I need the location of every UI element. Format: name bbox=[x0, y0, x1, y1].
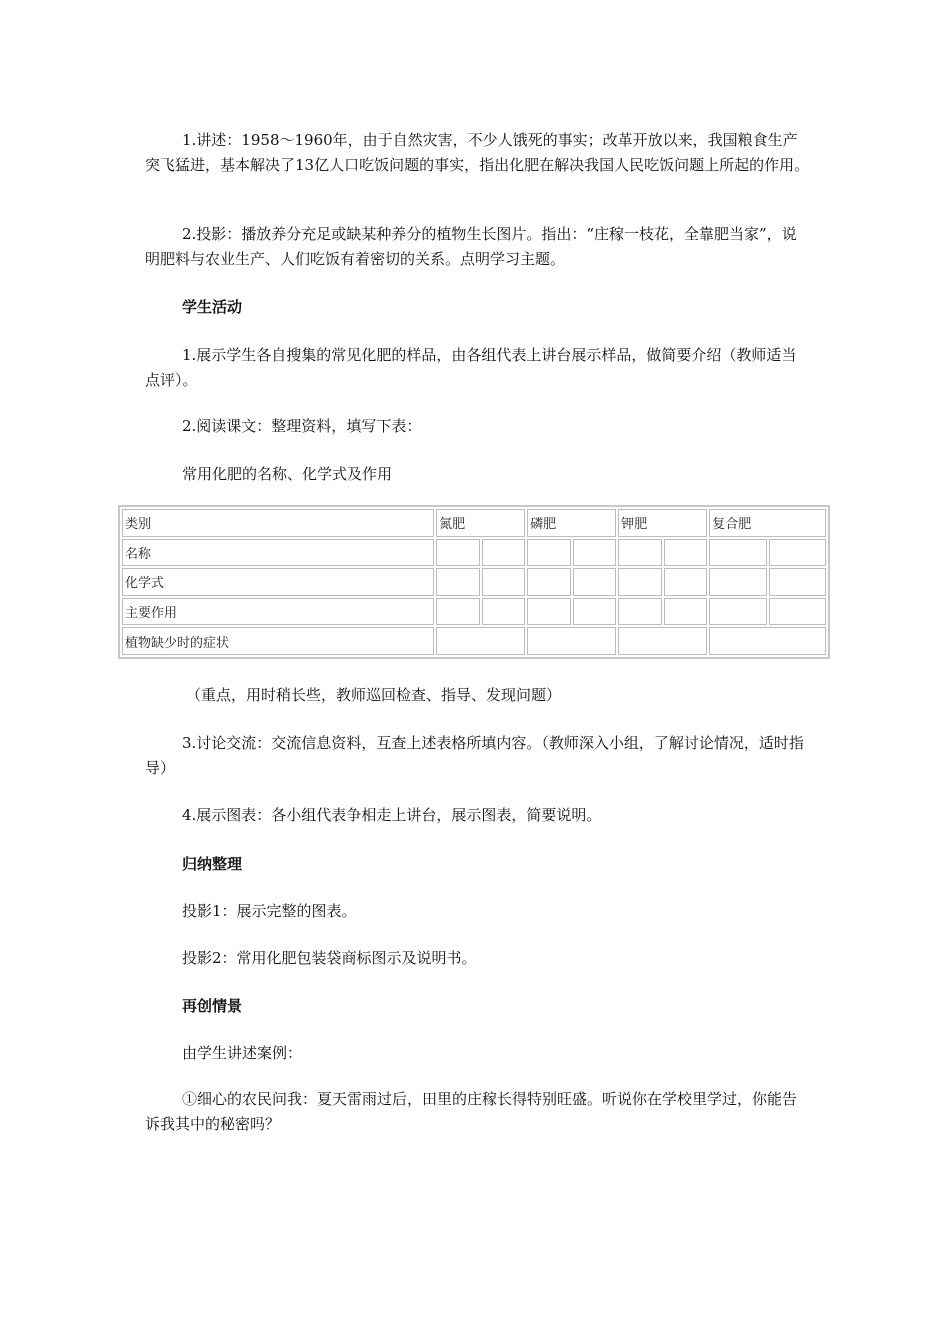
table-cell bbox=[664, 539, 708, 567]
table-cell bbox=[436, 627, 525, 655]
table-cell bbox=[482, 568, 526, 596]
table-cell bbox=[709, 598, 766, 626]
table-cell bbox=[527, 539, 571, 567]
paragraph-show-charts: 4.展示图表：各小组代表争相走上讲台，展示图表，简要说明。 bbox=[182, 806, 602, 824]
table-cell bbox=[664, 598, 708, 626]
table-cell bbox=[769, 539, 826, 567]
paragraph-lecture: 1.讲述：1958～1960年，由于自然灾害，不少人饿死的事实；改革开放以来，我国粮食生产突飞猛进，基本解决了13亿人口吃饭问题的事实，指出化肥在解决我国人民吃饭问题上所起的作用。 bbox=[145, 131, 810, 174]
table-header-cell: 钾肥 bbox=[618, 509, 707, 537]
table-row-label: 植物缺少时的症状 bbox=[122, 627, 434, 655]
table-cell bbox=[527, 598, 571, 626]
table-cell bbox=[709, 627, 826, 655]
heading-scenario: 再创情景 bbox=[182, 997, 243, 1015]
table-row bbox=[122, 568, 826, 596]
paragraph-projection: 2.投影：播放养分充足或缺某种养分的植物生长图片。指出：“庄稼一枝花，全靠肥当家”，说明肥料与农业生产、人们吃饭有着密切的关系。点明学习主题。 bbox=[145, 225, 797, 268]
table-cell bbox=[436, 598, 480, 626]
table-cell bbox=[769, 598, 826, 626]
table-header-cell: 复合肥 bbox=[709, 509, 826, 537]
table-cell bbox=[527, 627, 616, 655]
table-cell bbox=[709, 539, 766, 567]
table-cell bbox=[618, 598, 662, 626]
table-row bbox=[122, 598, 826, 626]
table-cell bbox=[618, 568, 662, 596]
table-cell bbox=[436, 568, 480, 596]
heading-student-activity: 学生活动 bbox=[182, 298, 243, 316]
table-row bbox=[122, 539, 826, 567]
table-header-cell: 类别 bbox=[122, 509, 434, 537]
paragraph-discussion: 3.讨论交流：交流信息资料，互查上述表格所填内容。（教师深入小组，了解讨论情况，适时指导） bbox=[145, 734, 804, 777]
table-row-label: 主要作用 bbox=[122, 598, 434, 626]
paragraph-farmer-question: ①细心的农民问我：夏天雷雨过后，田里的庄稼长得特别旺盛。听说你在学校里学过，你能告诉我其中的秘密吗？ bbox=[145, 1090, 798, 1133]
table-cell bbox=[573, 568, 617, 596]
paragraph-show-samples: 1.展示学生各自搜集的常见化肥的样品，由各组代表上讲台展示样品，做简要介绍（教师适当点评）。 bbox=[145, 346, 797, 389]
table-cell bbox=[769, 568, 826, 596]
table-header-cell: 磷肥 bbox=[527, 509, 616, 537]
table-title: 常用化肥的名称、化学式及作用 bbox=[182, 465, 393, 483]
table-cell bbox=[436, 539, 480, 567]
table-cell bbox=[573, 539, 617, 567]
table-cell bbox=[527, 568, 571, 596]
table-cell bbox=[482, 598, 526, 626]
table-row bbox=[122, 627, 826, 655]
paragraph-student-case: 由学生讲述案例： bbox=[182, 1044, 303, 1062]
table-cell bbox=[573, 598, 617, 626]
heading-summary: 归纳整理 bbox=[182, 855, 243, 873]
paragraph-read-text: 2.阅读课文：整理资料，填写下表： bbox=[182, 417, 422, 435]
table-cell bbox=[618, 627, 707, 655]
table-header-row bbox=[122, 509, 826, 537]
table-cell bbox=[664, 568, 708, 596]
table-cell bbox=[482, 539, 526, 567]
table-row-label: 化学式 bbox=[122, 568, 434, 596]
paragraph-key-point: （重点，用时稍长些，教师巡回检查、指导、发现问题） bbox=[186, 686, 562, 704]
table-row-label: 名称 bbox=[122, 539, 434, 567]
table-header-cell: 氮肥 bbox=[436, 509, 525, 537]
table-cell bbox=[709, 568, 766, 596]
paragraph-projection-2: 投影2：常用化肥包装袋商标图示及说明书。 bbox=[182, 949, 477, 967]
fertilizer-table bbox=[118, 505, 830, 659]
paragraph-projection-1: 投影1：展示完整的图表。 bbox=[182, 902, 357, 920]
table-cell bbox=[618, 539, 662, 567]
